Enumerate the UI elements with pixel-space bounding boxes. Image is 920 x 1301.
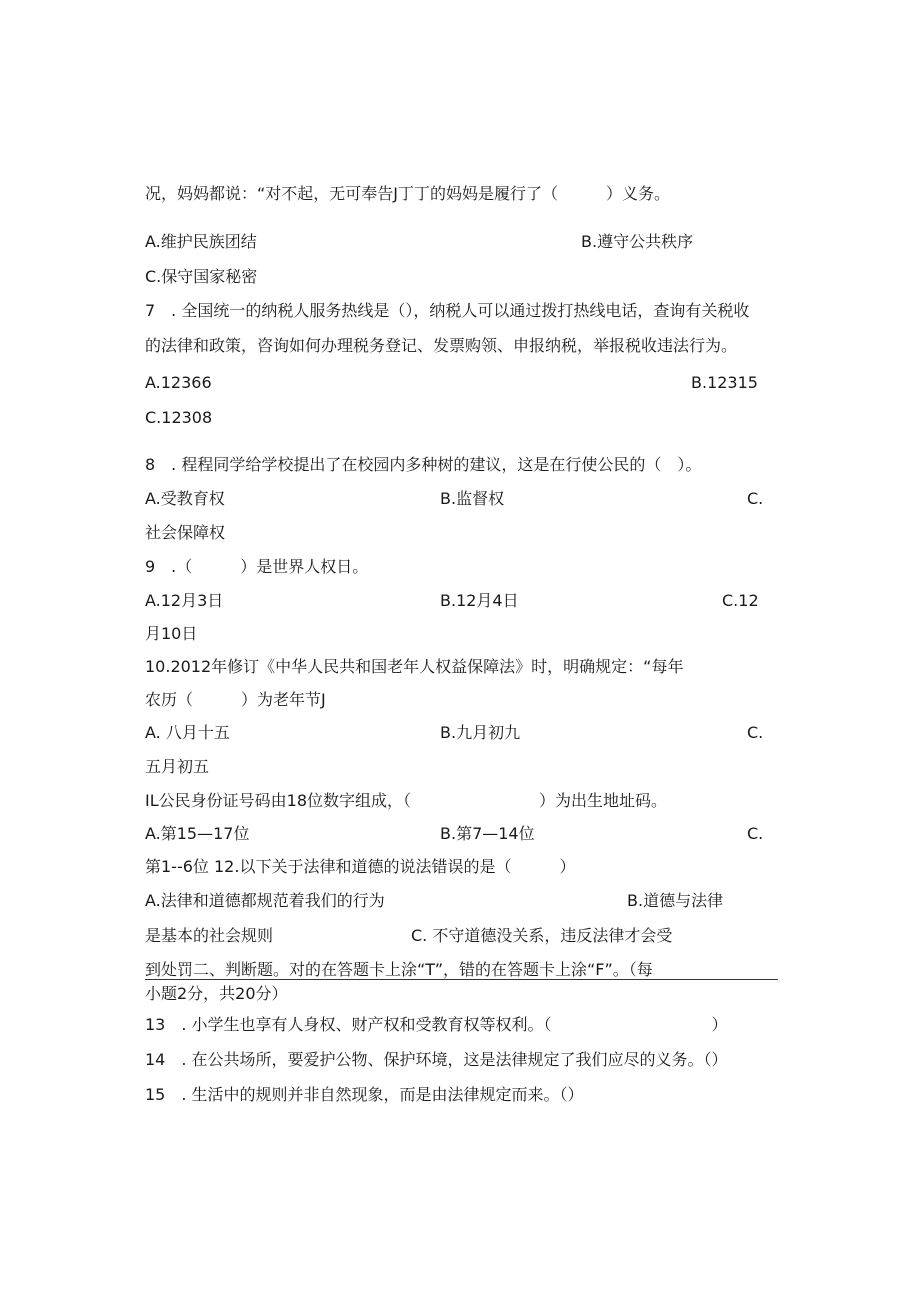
text-line: B.12315 <box>691 373 758 392</box>
text-line: 13 . 小学生也享有人身权、财产权和受教育权等权利。（ ） <box>145 1015 728 1034</box>
text-line: 8 . 程程同学给学校提出了在校园内多种树的建议，这是在行使公民的（ ）。 <box>145 455 702 474</box>
text-line: 月10日 <box>145 624 198 643</box>
text-line: A.12366 <box>145 373 212 392</box>
text-line: 况，妈妈都说：“对不起，无可奉告J丁丁的妈妈是履行了（ ）义务。 <box>145 184 671 203</box>
text-line: A. 八月十五 <box>145 723 230 742</box>
text-line: B.道德与法律 <box>627 891 724 910</box>
text-line: 第1--6位 12.以下关于法律和道德的说法错误的是（ ） <box>145 857 576 876</box>
text-line: 14 . 在公共场所，要爱护公物、保护环境，这是法律规定了我们应尽的义务。（） <box>145 1050 728 1069</box>
text-line: C. <box>747 489 764 508</box>
text-line: 小题2分，共20分） <box>145 984 288 1003</box>
text-line: 社会保障权 <box>145 523 226 542</box>
text-line: C. 不守道德没关系，违反法律才会受 <box>411 926 673 945</box>
text-line: C.12 <box>722 591 759 610</box>
text-line: 的法律和政策，咨询如何办理税务登记、发票购领、申报纳税，举报税收违法行为。 <box>145 336 738 355</box>
text-line: 9 .（ ）是世界人权日。 <box>145 557 369 576</box>
text-line: C. <box>747 824 764 843</box>
text-line: C.保守国家秘密 <box>145 267 258 286</box>
text-line: B.监督权 <box>440 489 505 508</box>
text-line: B.12月4日 <box>440 591 519 610</box>
text-line: 到处罚二、判断题。对的在答题卡上涂“T”，错的在答题卡上涂“F”。（每 <box>145 960 653 979</box>
text-line: B.遵守公共秩序 <box>581 232 694 251</box>
text-line: A.第15—17位 <box>145 824 250 843</box>
text-line: IL公民身份证号码由18位数字组成，（ ）为出生地址码。 <box>145 791 667 810</box>
text-line: 15 . 生活中的规则并非自然现象，而是由法律规定而来。（） <box>145 1085 584 1104</box>
text-line: A.受教育权 <box>145 489 225 508</box>
text-line: 7 . 全国统一的纳税人服务热线是（），纳税人可以通过拨打热线电话，查询有关税收 <box>145 301 750 320</box>
text-line: B.第7—14位 <box>440 824 535 843</box>
text-line: C. <box>747 723 764 742</box>
text-line: 10.2012年修订《中华人民共和国老年人权益保障法》时，明确规定：“每年 <box>145 657 684 676</box>
text-line: A.法律和道德都规范着我们的行为 <box>145 891 385 910</box>
text-line: C.12308 <box>145 408 213 427</box>
text-line: B.九月初九 <box>440 723 521 742</box>
text-line: A.12月3日 <box>145 591 224 610</box>
text-line: 是基本的社会规则 <box>145 926 274 945</box>
text-line: 农历（ ）为老年节J <box>145 690 326 709</box>
text-line: A.维护民族团结 <box>145 232 257 251</box>
text-line: 五月初五 <box>145 757 210 776</box>
